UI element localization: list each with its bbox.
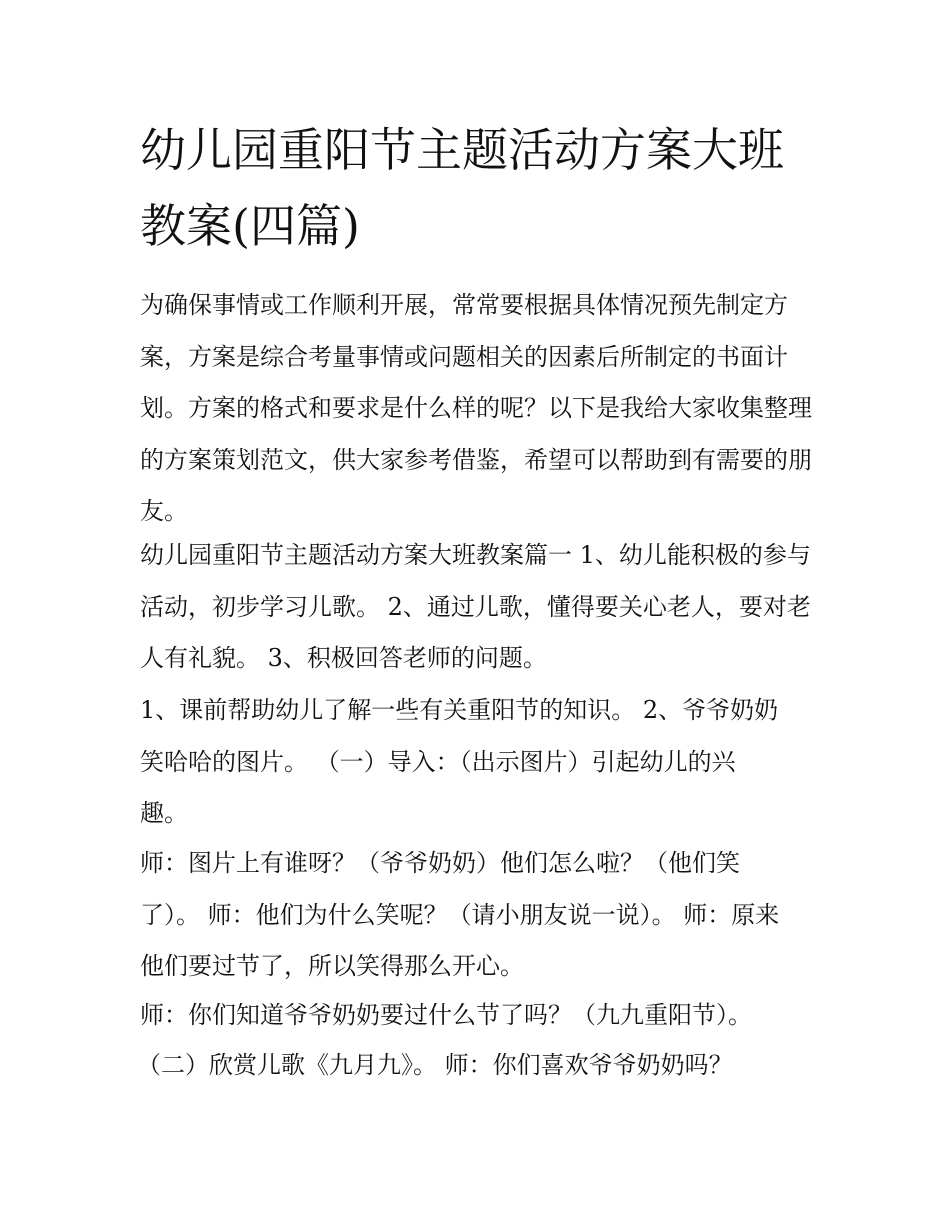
section-one-paragraph: 幼儿园重阳节主题活动方案大班教案篇一 1、幼儿能积极的参与活动，初步学习儿歌。 2、通过儿歌，懂得要关心老人，要对老人有礼貌。 3、积极回答老师的问题。	[140, 541, 811, 672]
teacher-dialogue-paragraph: 师：图片上有谁呀？（爷爷奶奶）他们怎么啦？（他们笑了）。 师：他们为什么笑呢？（请小朋友说一说）。 师：原来他们要过节了，所以笑得那么开心。	[140, 849, 780, 980]
intro-paragraph: 为确保事情或工作顺利开展，常常要根据具体情况预先制定方案，方案是综合考量事情或问题相关的因素后所制定的书面计划。方案的格式和要求是什么样的呢？以下是我给大家收集整理的方案策划范文，供大家参考借鉴，希望可以帮助到有需要的朋友。	[140, 291, 812, 525]
document-title: 幼儿园重阳节主题活动方案大班教案(四篇)	[140, 123, 784, 253]
teacher-question-paragraph: 师：你们知道爷爷奶奶要过什么节了吗？（九九重阳节）。	[140, 1001, 752, 1029]
song-appreciation-paragraph: （二）欣赏儿歌《九月九》。 师：你们喜欢爷爷奶奶吗？	[137, 1051, 733, 1079]
preparation-paragraph: 1、课前帮助幼儿了解一些有关重阳节的知识。 2、爷爷奶奶笑哈哈的图片。 （一）导入：（出示图片）引起幼儿的兴趣。	[140, 696, 779, 827]
